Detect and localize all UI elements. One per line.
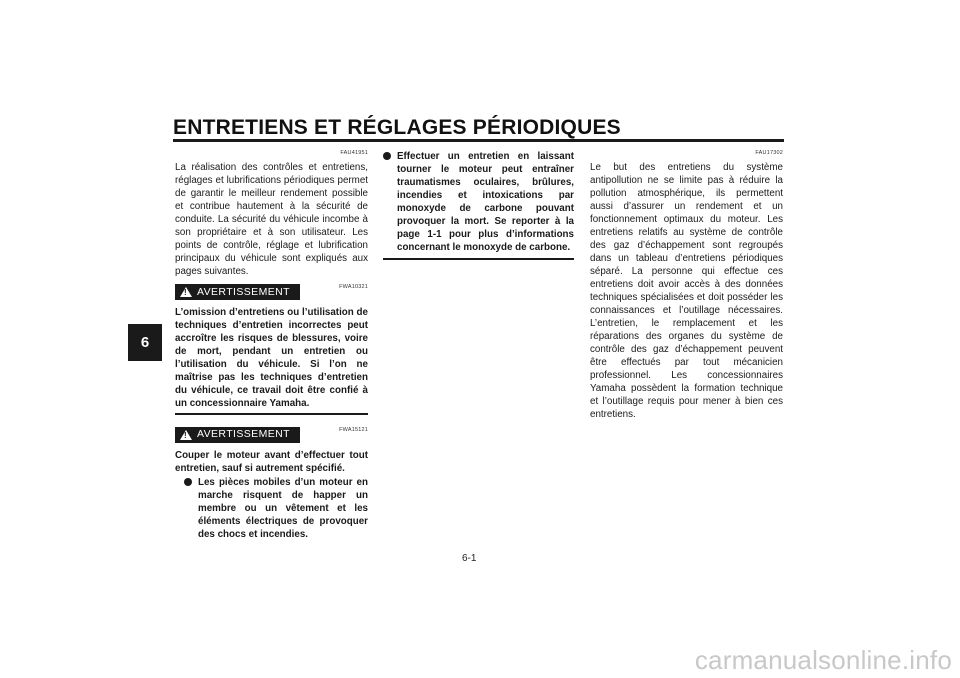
bullet-text: Les pièces mobiles d’un moteur en marche risquent de happer un membre ou un vêtement et les éléments électriques de provoquer des chocs et incendies. [198, 476, 368, 540]
warning-end-rule [383, 258, 574, 260]
warning-label-text: AVERTISSEMENT [197, 428, 290, 440]
bullet-text: Effectuer un entretien en laissant tourner le moteur peut entraîner traumatismes oculaires, brûlures, incendies et intoxications par monoxyde de carbone pouvant provoquer la mort. Se reporter à la page 1-1 pour plus d’informations concernant le monoxyde de carbone. [397, 151, 574, 253]
column-right [590, 150, 783, 421]
section-code: FAU41951 [340, 150, 368, 156]
emissions-paragraph: Le but des entretiens du système antipollution ne se limite pas à réduire la pollution atmosphérique, ils permettent aussi d’assurer un rendement et un fonctionnement optimaux du moteur. Les entretiens relatifs au système de contrôle des gaz d’échappement sont regroupés dans un tableau d’entretiens périodiques séparé. La personne qui effectue ces entretiens doit avoir accès à des données techniques spécialisées et doit posséder les connaissances et l’outillage nécessaires. L’entretien, le remplacement et les réparations des organes du système de contrôle des gaz d’échappement peuvent être effectués par tout mécanicien professionnel. Les concessionnaires Yamaha possèdent la formation technique et l’outillage requis pour mener à bien ces entretiens. [590, 162, 783, 420]
warning-end-rule [175, 413, 368, 415]
warning-text: L’omission d’entretiens ou l’utilisation de techniques d’entretien incorrectes peut accroître les risques de blessures, voire de mort, pendant un entretien ou l’utilisation du véhicule. Si l’on ne maîtrise pas les techniques d’entretien du véhicule, ce travail doit être confié à un concessionnaire Yamaha. [175, 307, 368, 409]
column-middle [383, 150, 574, 260]
bullet-dot-icon [184, 478, 192, 486]
warning-header [175, 284, 368, 300]
watermark: carmanualsonline.info [694, 645, 952, 675]
bullet-dot-icon [383, 152, 391, 160]
warning-text: Couper le moteur avant d’effectuer tout entretien, sauf si autrement spécifié. [175, 449, 368, 474]
page-number: 6-1 [462, 553, 477, 564]
intro-paragraph: La réalisation des contrôles et entretiens, réglages et lubrifications périodiques permet de garantir le meilleur rendement possible et contribue hautement à la sécurité de conduite. La sécurité du véhicule incombe à son propriétaire et à son utilisateur. Les points de contrôle, réglage et lubrification principaux du véhicule sont expliqués aux pages suivantes. [175, 162, 368, 277]
warning-label [175, 427, 300, 443]
warning-bullet [383, 150, 574, 254]
warning-label-text: AVERTISSEMENT [197, 285, 290, 298]
warning-triangle-icon [180, 287, 192, 297]
page-title: ENTRETIENS ET RÉGLAGES PÉRIODIQUES [173, 116, 621, 139]
title-rule [173, 139, 784, 142]
warning-bullet [175, 476, 368, 541]
warning-code: FWA15121 [339, 426, 368, 433]
section-code: FAU17302 [755, 150, 783, 156]
warning-label [175, 284, 300, 300]
chapter-tab: 6 [128, 324, 162, 361]
column-left [175, 150, 368, 541]
warning-code: FWA10321 [339, 284, 368, 290]
warning-triangle-icon [180, 430, 192, 440]
warning-header [175, 427, 368, 443]
